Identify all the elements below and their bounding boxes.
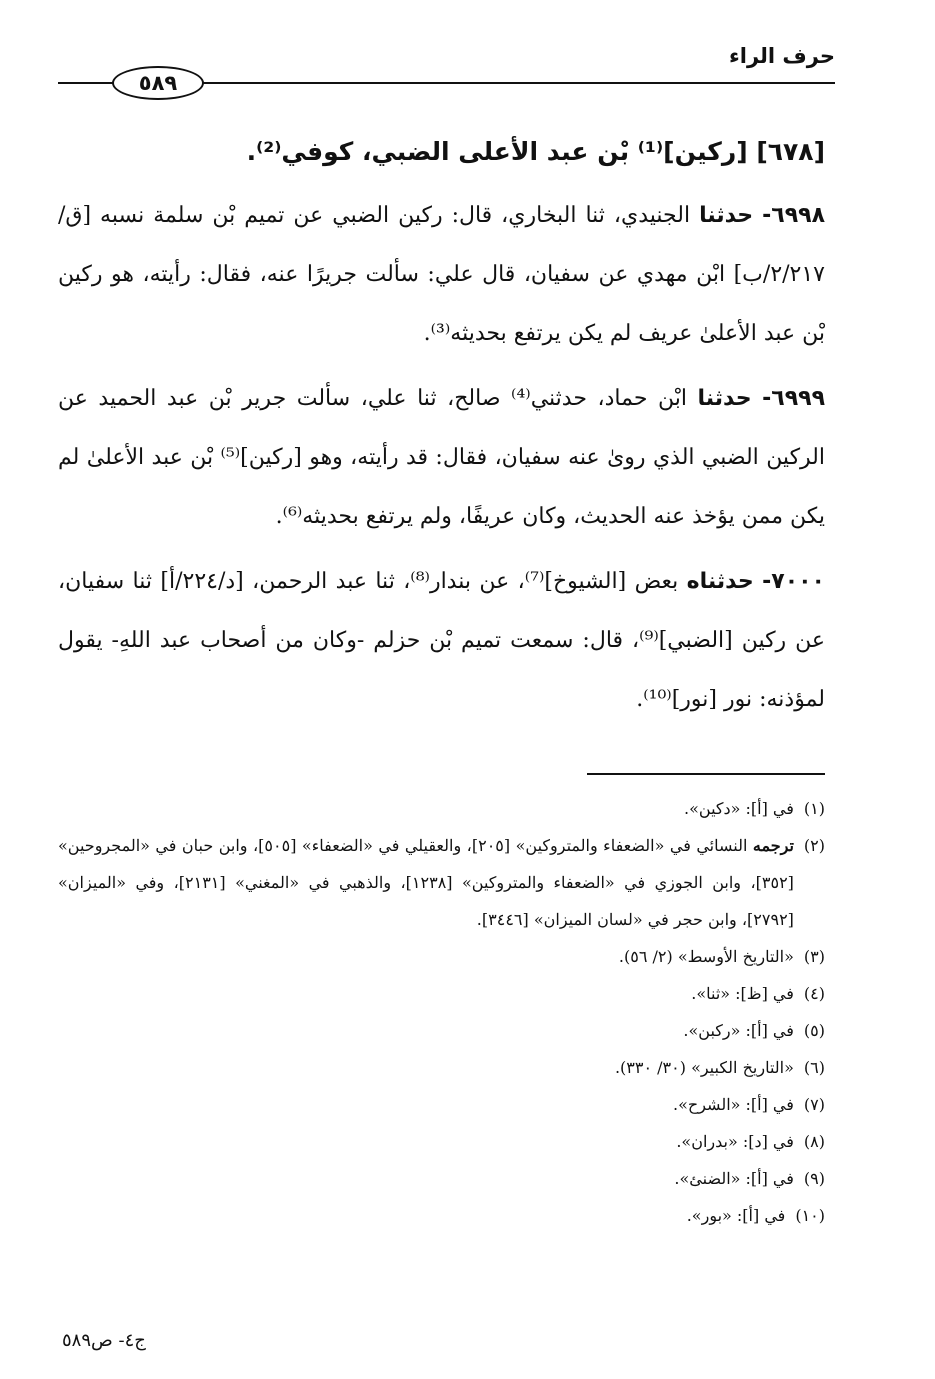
footnote-separator <box>587 773 825 775</box>
footnote-number: (٨) <box>803 1132 825 1151</box>
narration-paragraph <box>58 369 825 546</box>
footnote-text: في [أ]: «دكين». <box>684 799 794 818</box>
footnote-item <box>58 975 825 1012</box>
footnote-text: في [ظ]: «ثنا». <box>691 984 794 1003</box>
footnote-number: (٤) <box>803 984 825 1003</box>
entry-title: [٦٧٨] [ركين]⁽¹⁾ بْن عبد الأعلى الضبي، كوفي⁽²⁾. <box>246 137 825 166</box>
footnote-item <box>58 1197 825 1234</box>
footnote-text: «التاريخ الأوسط» (٢/ ٥٦). <box>618 947 794 966</box>
footnote-item <box>58 827 825 938</box>
footnote-text: في [د]: «بدران». <box>676 1132 794 1151</box>
footnote-number: (٦) <box>803 1058 825 1077</box>
footnote-body: النسائي في «الضعفاء والمتروكين» [٢٠٥]، والعقيلي في «الضعفاء» [٥٠٥]، وابن حبان في «المجروحين» [٣٥٢]، وابن الجوزي في «الضعفاء والمتروكين» [١٢٣٨]، والذهبي في «المغني» [٢١٣١]، وفي «الميزان» [٢٧٩٢]، وابن حجر في «لسان الميزان» [٣٤٤٦]. <box>58 836 794 929</box>
footnote-lead-word: ترجمه <box>752 836 794 855</box>
footnote-item <box>58 790 825 827</box>
narration-text: ابْن حماد، حدثني⁽⁴⁾ صالح، ثنا علي، سألت جرير بْن عبد الحميد عن الركين الضبي الذي روىٰ عنه سفيان، فقال: قد رأيته، وهو [ركين]⁽⁵⁾ بْن عبد الأعلىٰ لم يكن ممن يؤخذ عنه الحديث، وكان عريفًا، ولم يرتفع بحديثه⁽⁶⁾. <box>58 386 826 529</box>
footnote-number: (١٠) <box>795 1206 825 1225</box>
footnote-item <box>58 1123 825 1160</box>
footnote-text: في [أ]: «الشرح». <box>673 1095 794 1114</box>
narration-paragraph <box>58 186 825 363</box>
narration-number: ٦٩٩٨- <box>762 203 826 228</box>
footnote-item <box>58 1012 825 1049</box>
footnote-item <box>58 1049 825 1086</box>
footnote-text: «التاريخ الكبير» (٣٠/ ٣٣٠). <box>614 1058 794 1077</box>
narration-number: ٦٩٩٩- <box>762 386 826 411</box>
footnotes <box>58 790 825 1234</box>
running-header: حرف الراء <box>729 44 835 68</box>
footnote-number: (٩) <box>803 1169 825 1188</box>
footnote-item <box>58 1086 825 1123</box>
footnote-text: في [أ]: «بور». <box>686 1206 786 1225</box>
narration-text: بعض [الشيوخ]⁽⁷⁾، عن بندار⁽⁸⁾، ثنا عبد الرحمن، [د/٢٢٤/أ] ثنا سفيان، عن ركين [الضبي]⁽⁹⁾، قال: سمعت تميم بْن حزلم -وكان من أصحاب عبد اللهِ- يقول لمؤذنه: نور [نور]⁽¹⁰⁾. <box>58 569 825 712</box>
footnote-text: في [أ]: «ركبن». <box>683 1021 794 1040</box>
narration-lead-word: حدثناه <box>686 569 754 594</box>
narration-lead-word: حدثنا <box>697 386 752 411</box>
narration-paragraph <box>58 552 825 729</box>
narration-text: الجنيدي، ثنا البخاري، قال: ركين الضبي عن تميم بْن سلمة نسبه [ق/٢/٢١٧/ب] ابْن مهدي عن سفيان، قال علي: سألت جريرًا عنه، فقال: رأيته، هو ركين بْن عبد الأعلىٰ عريف لم يكن يرتفع بحديثه⁽³⁾. <box>58 203 825 346</box>
narration-lead-word: حدثنا <box>699 203 754 228</box>
footnote-item <box>58 1160 825 1197</box>
footnote-number: (٢) <box>803 836 825 855</box>
footnote-item <box>58 938 825 975</box>
footnote-number: (٧) <box>803 1095 825 1114</box>
footnote-text: في [أ]: «الضنئ». <box>674 1169 794 1188</box>
footnote-number: (٣) <box>803 947 825 966</box>
main-content <box>58 124 825 735</box>
page-number-badge: ٥٨٩ <box>112 66 204 100</box>
narration-number: ٧٠٠٠- <box>762 569 825 594</box>
footnote-text <box>58 827 794 938</box>
footnote-number: (١) <box>803 799 825 818</box>
footnote-number: (٥) <box>803 1021 825 1040</box>
volume-page-reference: ج٤- ص٥٨٩ <box>62 1330 146 1351</box>
